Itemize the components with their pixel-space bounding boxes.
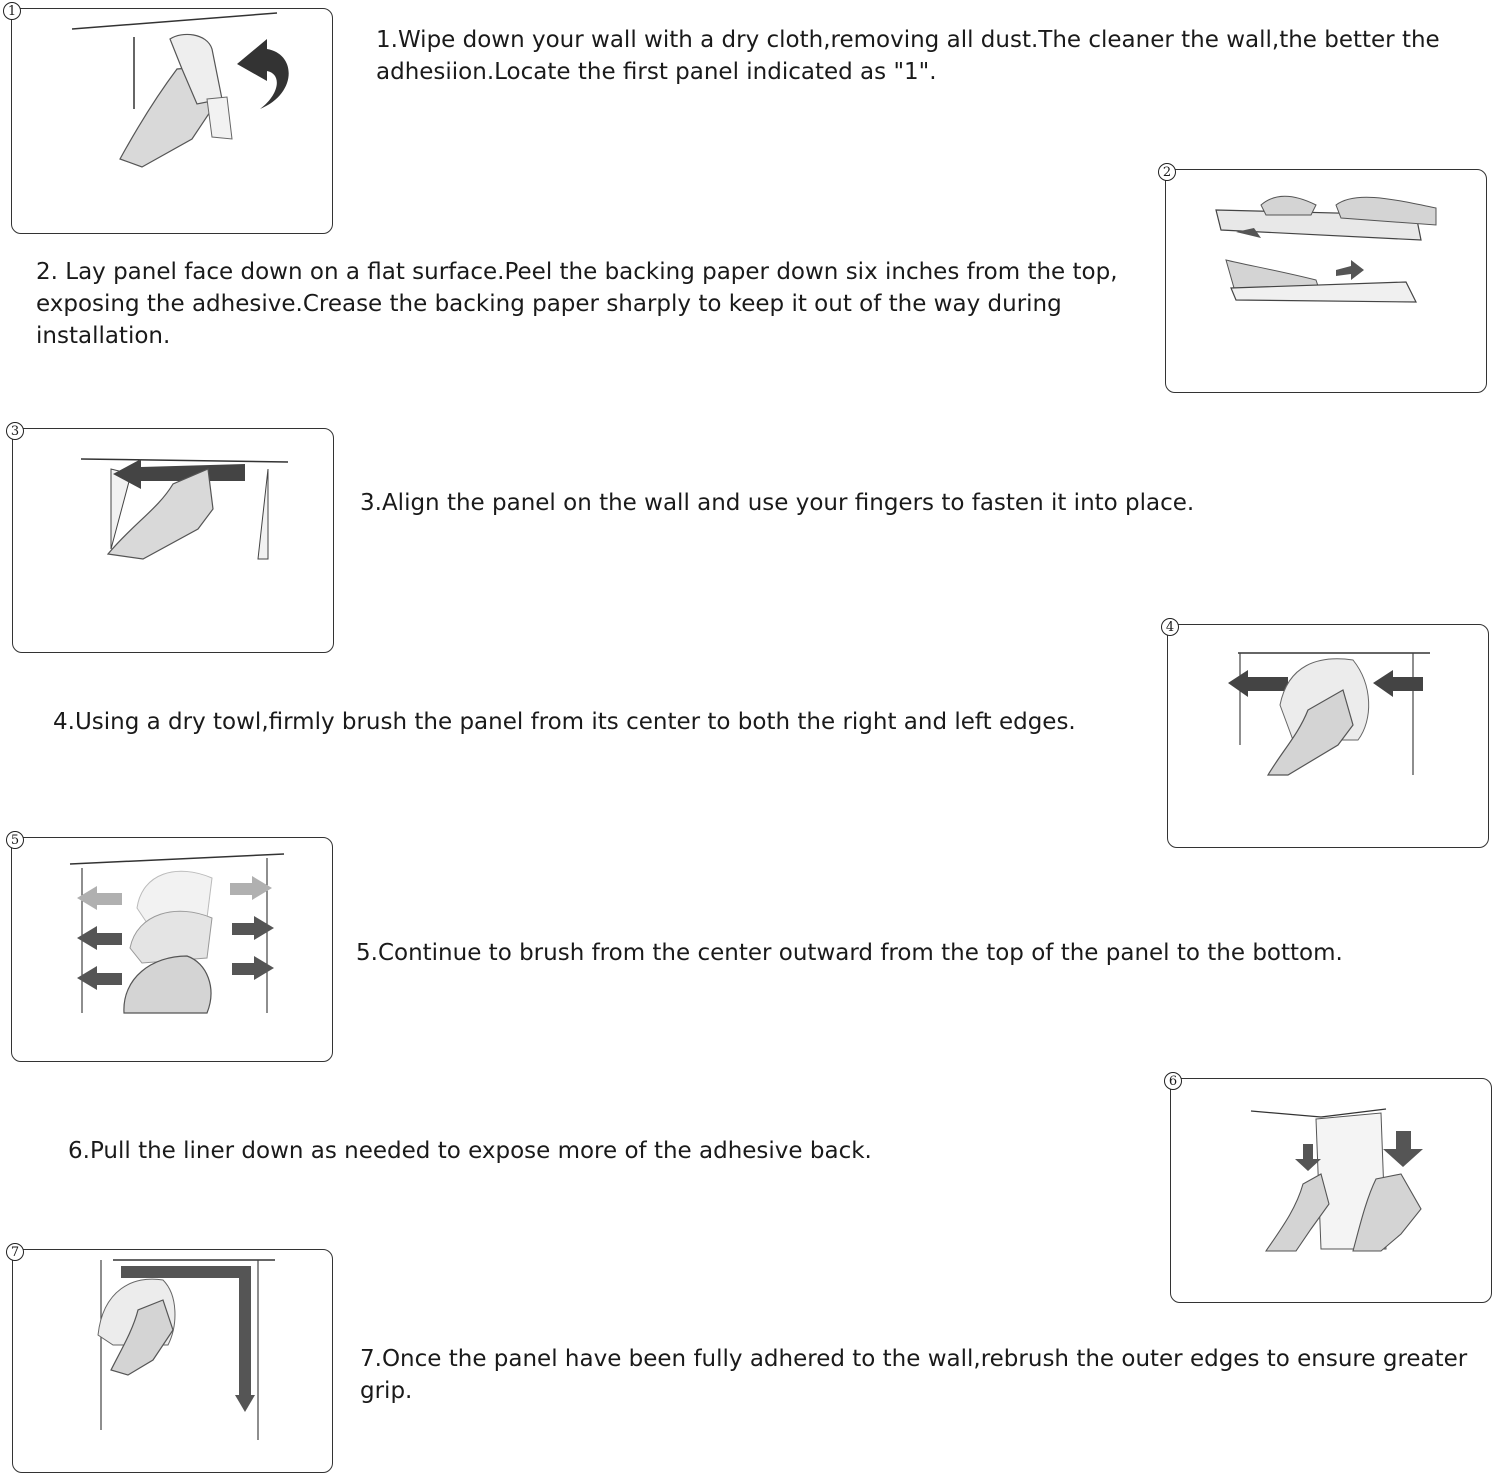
- step-5-instruction: 5.Continue to brush from the center outward from the top of the panel to the bottom.: [356, 940, 1343, 966]
- step-3-instruction: 3.Align the panel on the wall and use your fingers to fasten it into place.: [360, 490, 1195, 516]
- step-2-illustration-frame: [1165, 169, 1487, 393]
- step-4-number-badge: 4: [1161, 618, 1179, 636]
- step-7-instruction: 7.Once the panel have been fully adhered to the wall,rebrush the outer edges to ensure greater grip.: [360, 1346, 1468, 1404]
- step-1-instruction: 1.Wipe down your wall with a dry cloth,removing all dust.The cleaner the wall,the better the adhesiion.Locate the first panel indicated as "1".: [376, 27, 1440, 85]
- step-6-illustration-frame: [1170, 1078, 1492, 1303]
- step-5-number-badge: 5: [6, 831, 24, 849]
- step-2-instruction: 2. Lay panel face down on a flat surface.Peel the backing paper down six inches from the top, exposing the adhesive.Crease the backing paper sharply to keep it out of the way during installation.: [36, 259, 1118, 349]
- step-4-illustration-frame: [1167, 624, 1489, 848]
- step-6-number-badge: 6: [1164, 1072, 1182, 1090]
- step-4-instruction: 4.Using a dry towl,firmly brush the panel from its center to both the right and left edges.: [53, 709, 1076, 735]
- step-1-illustration-frame: [11, 8, 333, 234]
- pull-liner-down-illustration: [1171, 1079, 1493, 1304]
- towel-brush-panel-illustration: [1168, 625, 1490, 849]
- step-3-number-badge: 3: [6, 422, 24, 440]
- step-6-instruction: 6.Pull the liner down as needed to expose more of the adhesive back.: [68, 1138, 872, 1164]
- align-panel-fingers-illustration: [13, 429, 335, 654]
- brush-top-to-bottom-illustration: [12, 838, 334, 1063]
- step-7-illustration-frame: [12, 1249, 333, 1473]
- rebrush-outer-edges-illustration: [13, 1250, 334, 1474]
- step-5-illustration-frame: [11, 837, 333, 1062]
- wipe-wall-cloth-illustration: [12, 9, 334, 235]
- step-1-number-badge: 1: [3, 2, 21, 20]
- step-7-number-badge: 7: [6, 1243, 24, 1261]
- step-2-number-badge: 2: [1158, 163, 1176, 181]
- peel-backing-paper-illustration: [1166, 170, 1488, 394]
- step-3-illustration-frame: [12, 428, 334, 653]
